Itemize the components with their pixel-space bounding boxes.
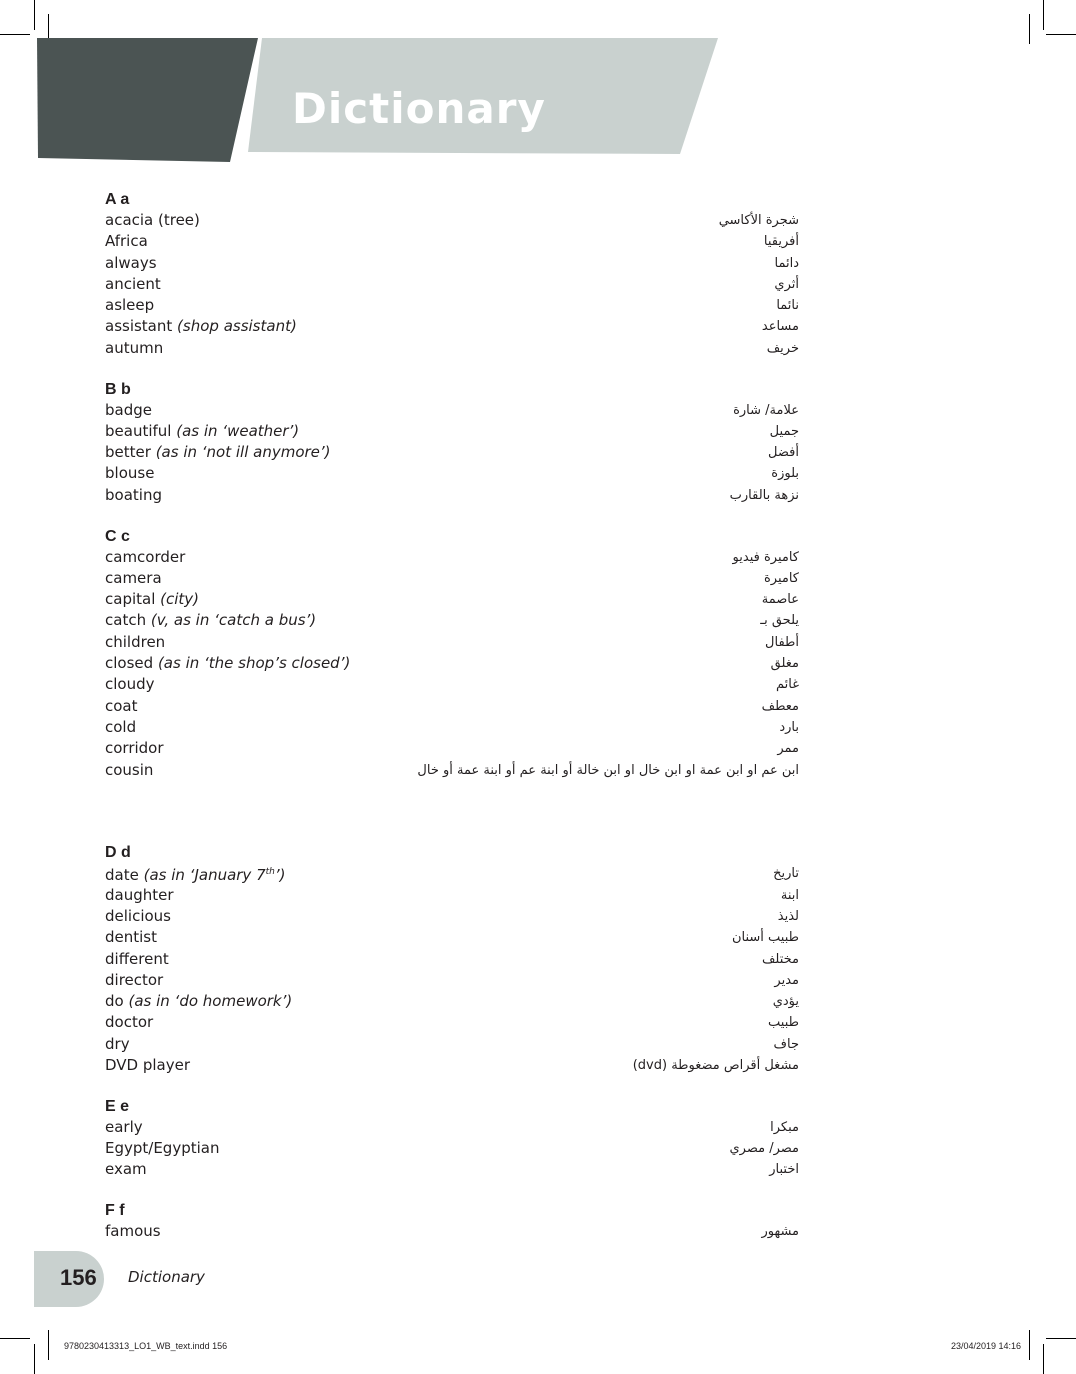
section-letter: E e	[105, 1097, 130, 1115]
entry-arabic-translation: كاميرة	[763, 570, 799, 586]
section-a	[105, 189, 799, 359]
entry-word	[105, 696, 138, 717]
dictionary-entry	[105, 927, 799, 948]
entry-headword: DVD player	[105, 1056, 191, 1074]
entry-arabic-translation: بارد	[779, 719, 799, 735]
dictionary-entry	[105, 1012, 799, 1033]
entry-word	[105, 862, 285, 886]
dictionary-entry	[105, 738, 799, 759]
entry-arabic-translation: نائما	[776, 298, 799, 314]
dictionary-entry	[105, 760, 799, 781]
entry-arabic-translation: كاميرة فيديو	[732, 549, 799, 565]
entry-headword: camcorder	[105, 547, 186, 566]
dictionary-entry	[105, 1055, 799, 1076]
entry-arabic-translation: لذيذ	[777, 908, 799, 924]
entry-headword: camera	[105, 568, 162, 587]
entry-word	[105, 927, 157, 948]
section-gap	[105, 781, 799, 823]
crop-mark	[1046, 1338, 1076, 1339]
entry-word	[105, 632, 165, 653]
entry-word	[105, 1138, 219, 1159]
dictionary-entry	[105, 949, 799, 970]
entry-headword: date	[105, 865, 139, 884]
dictionary-entry	[105, 400, 799, 421]
entry-headword: delicious	[105, 906, 171, 925]
entry-arabic-translation: ابنة	[780, 887, 799, 903]
entry-word	[105, 1012, 153, 1033]
entry-arabic-translation: جميل	[769, 423, 799, 439]
entry-arabic-translation: طبيب	[768, 1015, 799, 1031]
entry-arabic-translation: أثري	[774, 276, 799, 292]
dictionary-entry	[105, 442, 799, 463]
entry-word	[105, 421, 299, 442]
entry-word	[105, 949, 169, 970]
entry-headword: director	[105, 970, 164, 989]
entry-usage-note: (as in ‘do homework’)	[128, 992, 293, 1011]
entry-arabic-translation: مصر/ مصري	[729, 1141, 799, 1157]
entry-word	[105, 1117, 143, 1138]
entry-arabic-translation: يؤدي	[772, 994, 799, 1010]
entry-arabic-translation: مبكرا	[770, 1119, 799, 1135]
entry-arabic-translation: عاصمة	[761, 592, 799, 608]
entry-headword: badge	[105, 400, 152, 419]
entry-word	[105, 568, 162, 589]
dictionary-entry	[105, 274, 799, 295]
entry-word	[105, 338, 163, 359]
dictionary-entry	[105, 210, 799, 231]
entry-arabic-translation: علامة/ شارة	[733, 402, 799, 418]
entry-headword: famous	[105, 1222, 161, 1241]
entry-word	[105, 674, 155, 695]
section-d	[105, 842, 799, 1076]
entry-word	[105, 906, 171, 927]
entry-usage-note: (as in ‘January 7	[143, 865, 266, 884]
dictionary-entry	[105, 696, 799, 717]
crop-mark	[1029, 1330, 1030, 1360]
entry-word	[105, 1159, 147, 1180]
entry-headword: ancient	[105, 274, 161, 293]
entry-headword: corridor	[105, 739, 164, 758]
crop-mark	[0, 1338, 30, 1339]
entry-headword: asleep	[105, 296, 155, 315]
dictionary-entry	[105, 1117, 799, 1138]
entry-headword: children	[105, 632, 166, 651]
dictionary-list	[105, 189, 799, 1262]
entry-headword: Egypt/Egyptian	[105, 1139, 220, 1158]
entry-headword: assistant	[105, 317, 173, 336]
running-title: Dictionary	[128, 1268, 205, 1286]
entry-arabic-translation: يلحق بـ	[760, 613, 799, 629]
entry-word	[105, 653, 350, 674]
entry-word	[105, 547, 185, 568]
entry-headword: dentist	[105, 928, 158, 947]
entry-word	[105, 738, 164, 759]
entry-word	[105, 717, 136, 738]
entry-word	[105, 400, 152, 421]
dictionary-entry	[105, 991, 799, 1012]
entry-headword: exam	[105, 1160, 147, 1179]
entry-headword: cold	[105, 717, 137, 736]
entry-headword: doctor	[105, 1013, 154, 1032]
entry-headword: cloudy	[105, 675, 155, 694]
entry-word	[105, 210, 200, 231]
page-number: 156	[60, 1265, 97, 1290]
print-slug-date: 23/04/2019 14:16	[951, 1341, 1022, 1351]
dictionary-entry	[105, 463, 799, 484]
entry-headword: closed	[105, 654, 154, 673]
dictionary-entry	[105, 547, 799, 568]
crop-mark	[1043, 1344, 1044, 1374]
dictionary-entry	[105, 717, 799, 738]
entry-headword: different	[105, 949, 169, 968]
entry-headword: dry	[105, 1034, 130, 1053]
dictionary-entry	[105, 338, 799, 359]
section-letter: F f	[105, 1202, 125, 1220]
dictionary-entry	[105, 1221, 799, 1242]
entry-arabic-translation: أطفال	[765, 634, 799, 650]
entry-headword: always	[105, 253, 157, 272]
entry-headword: better	[105, 443, 151, 462]
entry-headword: blouse	[105, 464, 155, 483]
entry-headword: do	[105, 992, 124, 1011]
entry-word	[105, 589, 199, 610]
entry-arabic-translation: مساعد	[761, 319, 799, 335]
entry-arabic-translation: خريف	[766, 340, 799, 356]
dictionary-entry	[105, 1138, 799, 1159]
section-letter: A a	[105, 191, 130, 208]
entry-headword: early	[105, 1117, 143, 1136]
dictionary-entry	[105, 316, 799, 337]
entry-headword: Africa	[105, 232, 148, 251]
dictionary-entry	[105, 885, 799, 906]
section-b	[105, 379, 799, 506]
dictionary-entry	[105, 568, 799, 589]
entry-word	[105, 295, 154, 316]
entry-arabic-translation: مشغل أقراص مضغوطة (dvd)	[632, 1058, 799, 1073]
entry-arabic-translation: مغلق	[770, 656, 799, 672]
entry-usage-note: (city)	[160, 590, 200, 609]
entry-arabic-translation: دائما	[774, 255, 799, 271]
dictionary-entry	[105, 589, 799, 610]
entry-arabic-translation: مشهور	[761, 1224, 799, 1240]
crop-mark	[34, 1344, 35, 1374]
entry-word	[105, 610, 316, 631]
entry-headword: boating	[105, 485, 162, 504]
print-slug-file: 9780230413313_LO1_WB_text.indd 156	[64, 1341, 228, 1351]
dictionary-entry	[105, 1034, 799, 1055]
dictionary-entry	[105, 970, 799, 991]
dictionary-entry	[105, 295, 799, 316]
entry-usage-note: (shop assistant)	[177, 317, 297, 336]
entry-arabic-translation: تاريخ	[773, 866, 799, 882]
entry-word	[105, 442, 331, 463]
section-f	[105, 1200, 799, 1242]
entry-headword: catch	[105, 611, 147, 630]
entry-arabic-translation: جاف	[773, 1036, 799, 1052]
dictionary-entry	[105, 610, 799, 631]
entry-usage-note: (v, as in ‘catch a bus’)	[150, 611, 317, 630]
entry-arabic-translation: ابن عم او ابن عمة او ابن خال او ابن خالة أو ابنة عم أو ابنة عمة أو خال	[417, 762, 799, 778]
entry-headword: capital	[105, 590, 156, 609]
entry-word	[105, 274, 161, 295]
dictionary-entry	[105, 231, 799, 252]
entry-headword: acacia (tree)	[105, 211, 200, 229]
section-c	[105, 526, 799, 823]
entry-word	[105, 231, 148, 252]
dictionary-entry	[105, 421, 799, 442]
entry-headword: autumn	[105, 338, 164, 357]
entry-word	[105, 970, 163, 991]
entry-arabic-translation: مختلف	[761, 951, 799, 967]
dictionary-entry	[105, 653, 799, 674]
entry-word	[105, 1055, 190, 1076]
entry-usage-note: (as in ‘not ill anymore’)	[155, 443, 331, 462]
entry-usage-note: (as in ‘the shop’s closed’)	[157, 654, 351, 673]
entry-arabic-translation: مدير	[774, 972, 799, 988]
dictionary-entry	[105, 253, 799, 274]
entry-word	[105, 760, 153, 781]
dictionary-entry	[105, 863, 799, 884]
entry-headword: coat	[105, 696, 138, 715]
entry-arabic-translation: اختبار	[769, 1162, 799, 1178]
entry-word	[105, 885, 174, 906]
entry-arabic-translation: غائم	[775, 677, 799, 693]
dictionary-entry	[105, 906, 799, 927]
entry-arabic-translation: ممر	[777, 741, 799, 757]
entry-arabic-translation: معطف	[761, 698, 799, 714]
dictionary-entry	[105, 632, 799, 653]
section-letter: D d	[105, 844, 131, 862]
entry-headword: beautiful	[105, 421, 172, 440]
entry-arabic-translation: نزهة بالقارب	[729, 487, 799, 503]
dictionary-entry	[105, 674, 799, 695]
entry-headword: cousin	[105, 760, 154, 779]
entry-word	[105, 1034, 130, 1055]
banner-dark-shape	[37, 38, 258, 162]
entry-arabic-translation: أفضل	[768, 445, 799, 461]
section-letter: B b	[105, 380, 131, 398]
entry-word	[105, 485, 162, 506]
entry-word	[105, 253, 157, 274]
entry-arabic-translation: بلوزة	[771, 466, 799, 482]
entry-word	[105, 316, 297, 337]
dictionary-entry	[105, 1159, 799, 1180]
entry-arabic-translation: شجرة الأكاسي	[718, 213, 799, 228]
dictionary-entry	[105, 485, 799, 506]
entry-arabic-translation: أفريقيا	[763, 234, 799, 250]
entry-note-end: ’)	[274, 865, 286, 884]
entry-usage-note: (as in ‘weather’)	[176, 421, 300, 440]
section-e	[105, 1096, 799, 1181]
entry-word	[105, 1221, 161, 1242]
entry-headword: daughter	[105, 885, 174, 904]
entry-word	[105, 463, 154, 484]
entry-note-superscript: th	[265, 866, 275, 877]
entry-word	[105, 991, 292, 1012]
crop-mark	[48, 1330, 49, 1360]
page-title: Dictionary	[292, 84, 546, 133]
section-letter: C c	[105, 527, 130, 545]
entry-arabic-translation: طبيب أسنان	[731, 930, 799, 946]
